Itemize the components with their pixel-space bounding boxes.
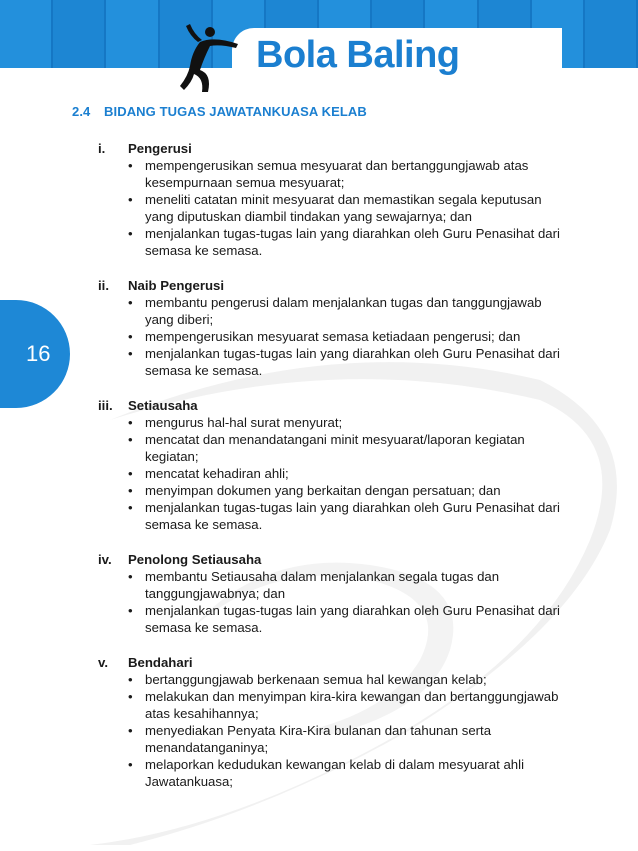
role-number: i. — [98, 141, 106, 156]
handball-player-icon — [170, 18, 250, 95]
role-penolong-setiausaha — [98, 551, 568, 636]
page-title: Bola Baling — [256, 34, 460, 76]
role-number: iv. — [98, 552, 112, 567]
section-heading — [72, 104, 367, 119]
duty-item: • meneliti catatan minit mesyuarat dan memastikan segala keputusan yang diputuskan diambil tindakan yang sewajarnya; dan — [128, 191, 568, 225]
role-duties — [128, 157, 568, 259]
role-title: Bendahari — [128, 655, 193, 670]
duty-item: • menyimpan dokumen yang berkaitan dengan persatuan; dan — [128, 482, 568, 499]
duty-item: • menjalankan tugas-tugas lain yang diarahkan oleh Guru Penasihat dari semasa ke semasa. — [128, 499, 568, 533]
duty-item: • mencatat dan menandatangani minit mesyuarat/laporan kegiatan kegiatan; — [128, 431, 568, 465]
duty-item: • menyediakan Penyata Kira-Kira bulanan dan tahunan serta menandatanganinya; — [128, 722, 568, 756]
duty-item: • mempengerusikan mesyuarat semasa ketiadaan pengerusi; dan — [128, 328, 568, 345]
role-title: Penolong Setiausaha — [128, 552, 262, 567]
role-pengerusi — [98, 140, 568, 259]
duty-item: • membantu pengerusi dalam menjalankan tugas dan tanggungjawab yang diberi; — [128, 294, 568, 328]
role-title: Setiausaha — [128, 398, 198, 413]
role-number: iii. — [98, 398, 113, 413]
role-duties — [128, 568, 568, 636]
section-title: BIDANG TUGAS JAWATANKUASA KELAB — [104, 104, 367, 119]
duty-item: • menjalankan tugas-tugas lain yang diarahkan oleh Guru Penasihat dari semasa ke semasa. — [128, 225, 568, 259]
section-number: 2.4 — [72, 104, 91, 119]
duty-item: • melaporkan kedudukan kewangan kelab di dalam mesyuarat ahli Jawatankuasa; — [128, 756, 568, 790]
page-number: 16 — [26, 341, 51, 366]
role-duties — [128, 294, 568, 379]
duty-item: • bertanggungjawab berkenaan semua hal kewangan kelab; — [128, 671, 568, 688]
duty-item: • melakukan dan menyimpan kira-kira kewangan dan bertanggungjawab atas kesahihannya; — [128, 688, 568, 722]
role-bendahari — [98, 654, 568, 790]
role-duties — [128, 671, 568, 790]
duty-item: • mengurus hal-hal surat menyurat; — [128, 414, 568, 431]
role-duties — [128, 414, 568, 533]
role-title: Pengerusi — [128, 141, 192, 156]
duties-list — [98, 140, 568, 808]
role-number: ii. — [98, 278, 109, 293]
page-header — [0, 0, 638, 95]
duty-item: • menjalankan tugas-tugas lain yang diarahkan oleh Guru Penasihat dari semasa ke semasa. — [128, 602, 568, 636]
role-number: v. — [98, 655, 109, 670]
role-title: Naib Pengerusi — [128, 278, 225, 293]
role-naib-pengerusi — [98, 277, 568, 379]
duty-item: • mempengerusikan semua mesyuarat dan bertanggungjawab atas kesempurnaan semua mesyuarat; — [128, 157, 568, 191]
duty-item: • mencatat kehadiran ahli; — [128, 465, 568, 482]
duty-item: • membantu Setiausaha dalam menjalankan segala tugas dan tanggungjawabnya; dan — [128, 568, 568, 602]
duty-item: • menjalankan tugas-tugas lain yang diarahkan oleh Guru Penasihat dari semasa ke semasa. — [128, 345, 568, 379]
role-setiausaha — [98, 397, 568, 533]
